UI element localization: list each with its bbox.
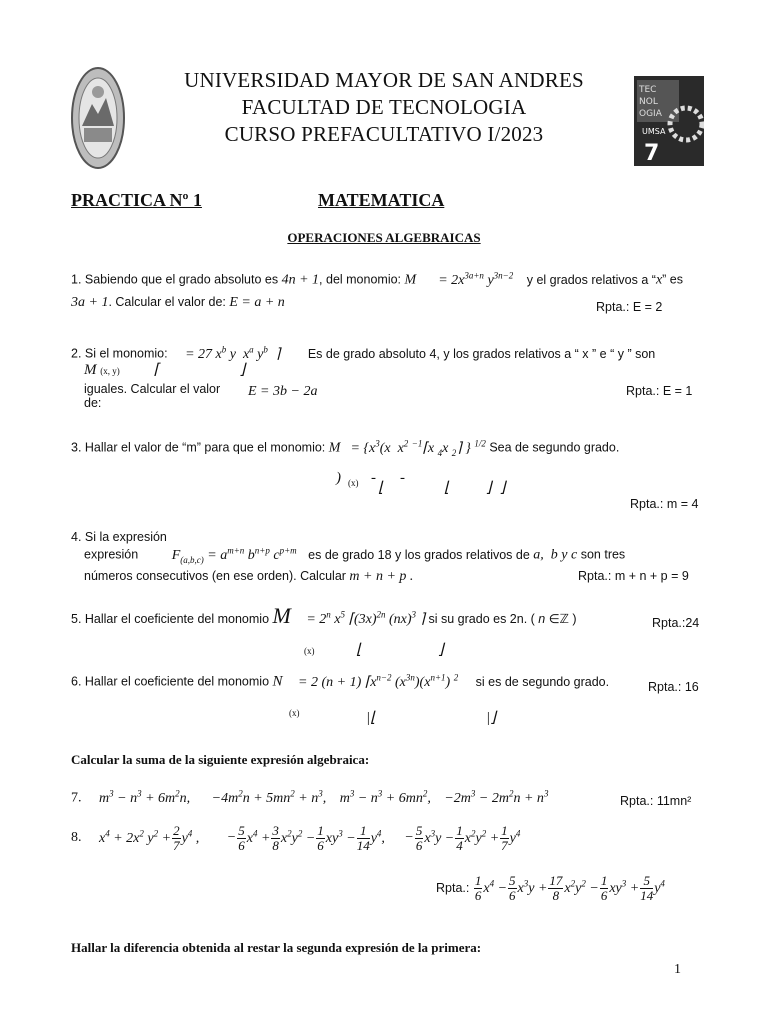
monomial-m3-brackets: ) - - [336,470,405,486]
problem-1: 1. Sabiendo que el grado absoluto es 4n + 1, del monomio: $M = 2x^{3a+n}$ $y^{3n-2}$ y el grados relativos a “x” es [71,270,684,288]
faculty-logo [634,76,704,166]
problem-7: 7. $m^3 - n^3 + 6m^2n$, $-4m^2n + 5mn^2 + n^3$, $m^3 - n^3 + 6mn^2$, $-2m^3 - 2m^2n + n^3$ [71,788,549,806]
subheading-sum: Calcular la suma de la siguiente expresión algebraica: [71,752,370,767]
monomial-m5-bottom: ⌊ ⌋ [356,642,444,658]
problem-1-line2: 3a + 1. Calcular el valor de: E = a + n [71,295,285,310]
answer-1: Rpta.: E = 2 [596,300,663,314]
monomial-m3-sub: (x) [348,478,359,488]
monomial-m2: M (x, y) ⌈ ⌋ [84,362,246,378]
problem-4-line2: números consecutivos (en ese orden). Calcular m + n + p . [84,569,414,584]
subheading-difference: Hallar la diferencia obtenida al restar la segunda expresión de la primera: [71,940,482,955]
university-seal-logo [70,66,126,170]
monomial-m5-sub: (x) [304,646,315,656]
section-title: OPERACIONES ALGEBRAICAS [287,230,481,245]
problem-2: 2. Si el monomio: = 27 $x^b$ y $x^a$ $y^b$ ⌉ Es de grado absoluto 4, y los grados relativos a “ x ” e “ y ” son [71,344,656,362]
monomial-m3-bottom: ⌊ ⌊ ⌋ ⌋ [378,480,506,496]
problem-8: 8. $x^4 + 2x^2$ $y^2$ + $\frac{2}{7}$ $y^4$ , − $\frac{5}{6}$ $x^4$ + $\frac{3}{8}$ $x^2y^2$ − $\frac{1}{6}$ $xy^3$ − $\frac{1}{14}$ $y^4$, − $\frac{5}{6}$ $x^3y$ − $\frac{1}{4}$ $x^2y^2$ + $\frac{1}{7}$ $y^4$ [71,823,521,853]
answer-8: Rpta.: $\frac{1}{6}$ $x^4$ − $\frac{5}{6}$ $x^3y$ + $\frac{17}{8}$ $x^2y^2$ − $\frac{1}{6}$ $xy^3$ + $\frac{5}{14}$ $y^4$ [436,873,665,903]
page-number: 1 [674,962,681,977]
answer-7: Rpta.: 11mn² [620,794,692,808]
svg-text:OGIA: OGIA [639,109,662,119]
svg-text:UMSA: UMSA [642,127,666,136]
answer-2: Rpta.: E = 1 [626,384,693,398]
course-name: CURSO PREFACULTATIVO I/2023 [224,122,544,146]
problem-5: 5. Hallar el coeficiente del monomio $M = 2^n$ $x^5$ $⌈(3x)^{2n}$ (nx)$^3$ ⌉ si su grado es 2n. ( n ∈ℤ ) [71,603,577,628]
faculty-name: FACULTAD DE TECNOLOGIA [241,95,527,119]
answer-3: Rpta.: m = 4 [630,497,699,511]
expr-2: E = 3b − 2a [248,384,318,399]
svg-text:7: 7 [644,141,660,166]
problem-4: 4. Si la expresión [71,530,167,544]
monomial-m6-sub: (x) [289,708,300,718]
answer-5: Rpta.:24 [652,616,700,630]
university-name: UNIVERSIDAD MAYOR DE SAN ANDRES [184,68,584,92]
svg-text:TEC: TEC [639,85,657,95]
answer-6: Rpta.: 16 [648,680,699,694]
monomial-m6-bottom: |⌊ |⌋ [366,710,496,726]
problem-4-line1b: expresión $F_{(a,b,c)} = a^{m+n}$ $b^{n+p}$ $c^{p+m}$ es de grado 18 y los grados relativos de a, b y c son tres [84,545,626,565]
practice-title: PRACTICA Nº 1 [71,190,202,210]
svg-text:NOL: NOL [639,97,658,107]
problem-6: 6. Hallar el coeficiente del monomio N = 2 (n + 1) $⌈x^{n-2}$ $(x^{3n})(x^{n+1})$ $^2$ si es de segundo grado. [71,672,610,690]
subject-title: MATEMATICA [318,190,445,210]
problem-3: 3. Hallar el valor de “m” para que el monomio: $M = \{x^3(x$ $x^2$ $^{-1}$⌈x $_4$x $_2$⌉ } $^{1/2}$ Sea de segundo grado. [71,438,620,458]
problem-2-line2: iguales. Calcular el valor de: [84,382,221,410]
answer-4: Rpta.: m + n + p = 9 [578,569,689,583]
